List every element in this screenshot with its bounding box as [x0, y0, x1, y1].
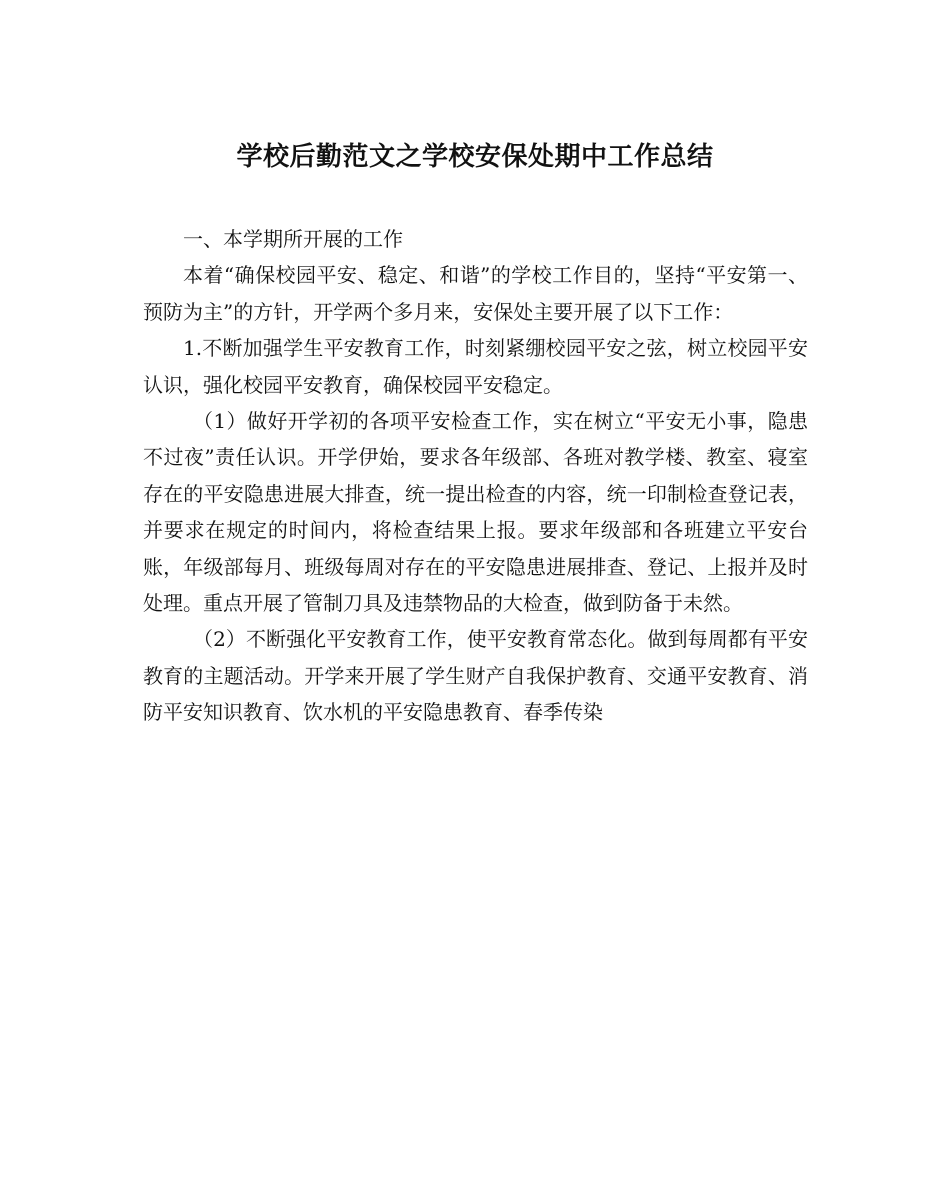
document-body — [143, 221, 808, 731]
section-heading: 一、本学期所开展的工作 — [183, 227, 403, 251]
body-paragraph: （2）不断强化平安教育工作，使平安教育常态化。做到每周都有平安教育的主题活动。开学来开展了学生财产自我保护教育、交通平安教育、消防平安知识教育、饮水机的平安隐患教育、春季传染 — [143, 627, 808, 725]
body-paragraph: 1.不断加强学生平安教育工作，时刻紧绷校园平安之弦，树立校园平安认识，强化校园平安教育，确保校园平安稳定。 — [143, 336, 808, 397]
body-paragraph: （1）做好开学初的各项平安检查工作，实在树立“平安无小事，隐患不过夜”责任认识。开学伊始，要求各年级部、各班对教学楼、教室、寝室存在的平安隐患进展大排查，统一提出检查的内容，统一印制检查登记表，并要求在规定的时间内，将检查结果上报。要求年级部和各班建立平安台账，年级部每月、班级每周对存在的平安隐患进展排查、登记、上报并及时处理。重点开展了管制刀具及违禁物品的大检查，做到防备于未然。 — [143, 409, 808, 616]
document-title: 学校后勤范文之学校安保处期中工作总结 — [236, 142, 714, 172]
body-paragraph: 本着“确保校园平安、稳定、和谐”的学校工作目的，坚持“平安第一、预防为主”的方针，开学两个多月来，安保处主要开展了以下工作： — [143, 263, 808, 324]
